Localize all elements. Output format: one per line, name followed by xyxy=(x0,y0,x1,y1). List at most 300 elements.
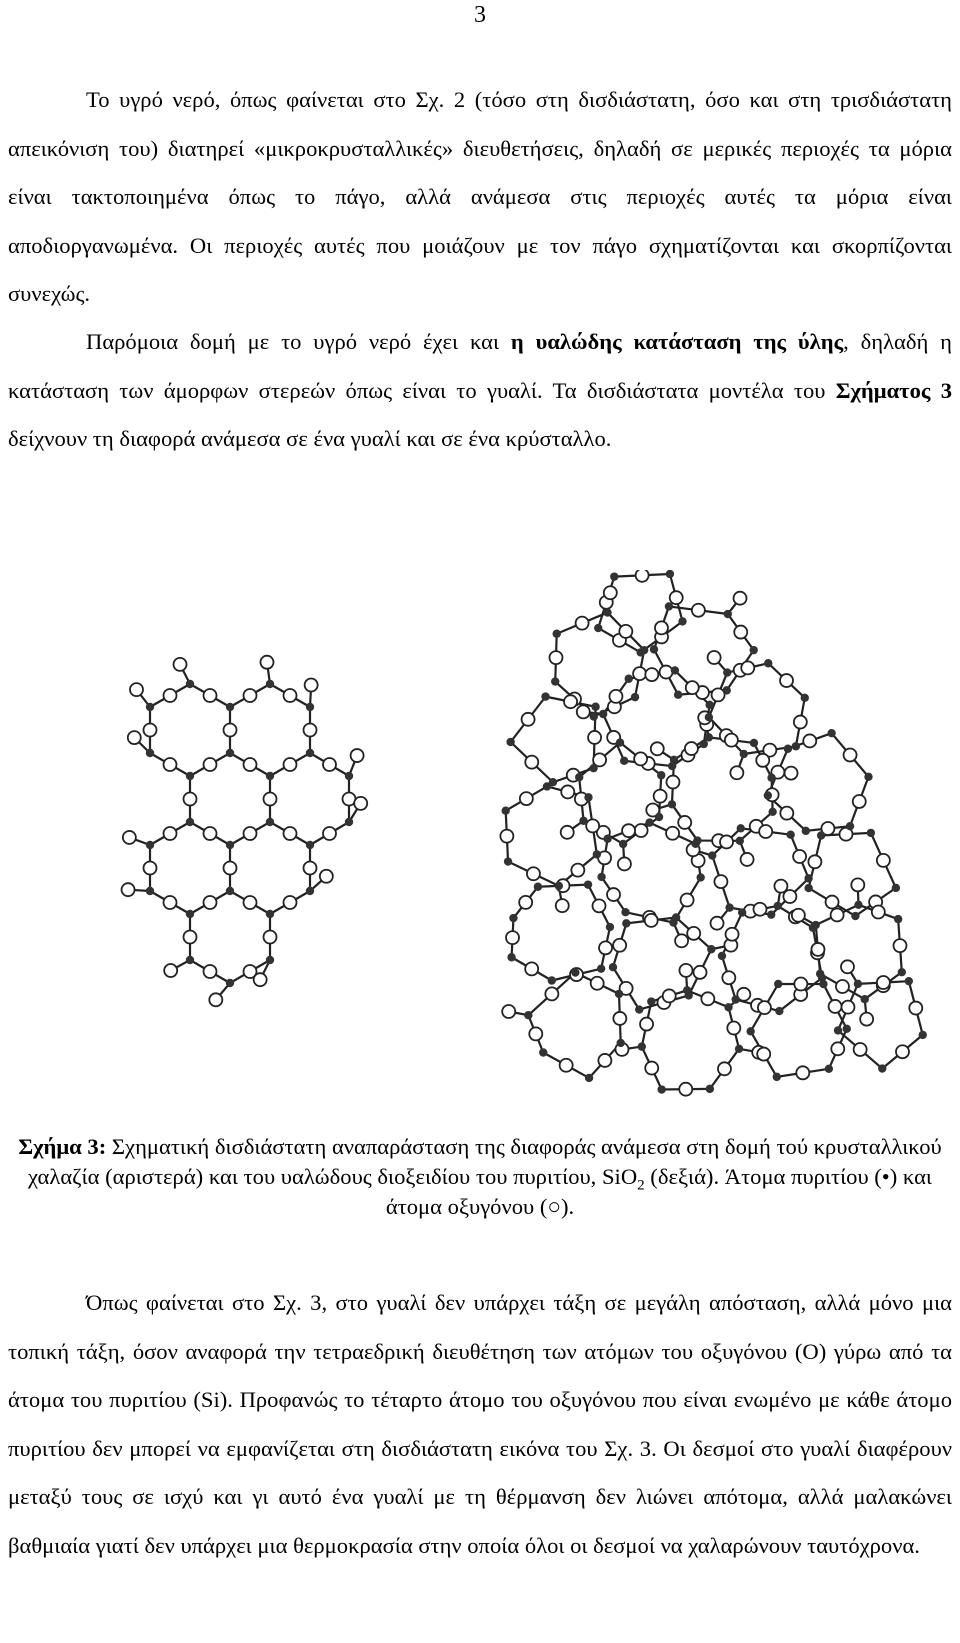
silicon-atom xyxy=(801,694,809,702)
paragraph-glass-order xyxy=(8,1279,952,1570)
oxygen-atom xyxy=(244,827,257,840)
silicon-atom xyxy=(524,1011,532,1019)
oxygen-atom xyxy=(549,651,562,664)
oxygen-atom xyxy=(759,825,772,838)
oxygen-atom xyxy=(718,1062,731,1075)
silicon-atom xyxy=(750,739,758,747)
oxygen-atom xyxy=(304,862,317,875)
oxygen-atom xyxy=(607,888,620,901)
silicon-atom xyxy=(266,680,274,688)
silicon-atom xyxy=(672,913,680,921)
oxygen-atom xyxy=(634,752,647,765)
oxygen-atom xyxy=(284,758,297,771)
silicon-atom xyxy=(670,756,678,764)
oxygen-atom xyxy=(164,689,177,702)
silicon-atom xyxy=(506,738,514,746)
oxygen-atom xyxy=(613,939,626,952)
oxygen-atom xyxy=(556,899,569,912)
oxygen-atom xyxy=(244,758,257,771)
silicon-atom xyxy=(775,1007,783,1015)
oxygen-atom xyxy=(714,875,727,888)
silicon-atom xyxy=(620,757,628,765)
oxygen-atom xyxy=(284,827,297,840)
oxygen-atom xyxy=(323,758,336,771)
silicon-atom xyxy=(589,764,597,772)
oxygen-atom xyxy=(184,931,197,944)
silicon-atom xyxy=(616,1039,624,1047)
silicon-atom xyxy=(749,646,757,654)
silicon-atom xyxy=(504,857,512,865)
oxygen-atom xyxy=(284,689,297,702)
silicon-atom xyxy=(610,572,618,580)
silicon-atom xyxy=(571,968,579,976)
oxygen-atom xyxy=(877,976,890,989)
paragraph-liquid-water xyxy=(8,76,952,319)
oxygen-atom xyxy=(711,917,724,930)
oxygen-atom xyxy=(811,943,824,956)
oxygen-atom xyxy=(780,807,793,820)
silicon-atom xyxy=(666,570,674,578)
silicon-atom xyxy=(774,902,782,910)
silicon-atom xyxy=(851,912,859,920)
silicon-atom xyxy=(579,817,587,825)
silicon-atom xyxy=(657,771,665,779)
oxygen-atom xyxy=(841,960,854,973)
oxygen-atom xyxy=(851,878,864,891)
silicon-atom xyxy=(146,887,154,895)
oxygen-atom xyxy=(184,793,197,806)
silicon-atom xyxy=(768,808,776,816)
silicon-atom xyxy=(585,1074,593,1082)
oxygen-atom xyxy=(204,896,217,909)
paragraph2-text-2: , δηλαδή η κατάσταση των άμορφων στερεών όπως είναι το γυαλί. Τα δισδιάστατα μοντέλα του xyxy=(8,329,952,403)
silicon-atom xyxy=(737,824,745,832)
oxygen-atom xyxy=(224,724,237,737)
silicon-atom xyxy=(905,977,913,985)
oxygen-atom xyxy=(796,1066,809,1079)
silicon-atom xyxy=(723,686,731,694)
oxygen-atom xyxy=(204,965,217,978)
oxygen-atom xyxy=(323,827,336,840)
silicon-atom xyxy=(705,713,713,721)
paragraph-glassy-state xyxy=(8,318,952,464)
oxygen-atom xyxy=(757,1048,770,1061)
oxygen-atom xyxy=(529,1027,542,1040)
oxygen-atom xyxy=(164,827,177,840)
silicon-atom xyxy=(594,624,602,632)
silicon-atom xyxy=(674,691,682,699)
silicon-atom xyxy=(593,850,601,858)
silicon-atom xyxy=(708,851,716,859)
silicon-atom xyxy=(186,772,194,780)
silicon-atom xyxy=(575,773,583,781)
silicon-atom xyxy=(657,1085,665,1093)
silicon-atom xyxy=(767,910,775,918)
oxygen-atom xyxy=(663,989,676,1002)
silicon-atom xyxy=(736,837,744,845)
silicon-atom xyxy=(638,1042,646,1050)
oxygen-atom xyxy=(254,973,267,986)
silicon-atom xyxy=(812,921,820,929)
oxygen-atom xyxy=(774,880,787,893)
oxygen-atom xyxy=(794,978,807,991)
oxygen-atom xyxy=(576,617,589,630)
silicon-atom xyxy=(306,749,314,757)
oxygen-atom xyxy=(284,896,297,909)
oxygen-atom xyxy=(264,793,277,806)
silicon-atom xyxy=(723,668,731,676)
silicon-atom xyxy=(861,995,869,1003)
oxygen-atom xyxy=(666,776,679,789)
silicon-atom xyxy=(816,970,824,978)
oxygen-atom xyxy=(204,758,217,771)
oxygen-atom xyxy=(561,785,574,798)
oxygen-atom xyxy=(841,1001,854,1014)
silicon-atom xyxy=(705,733,713,741)
oxygen-atom xyxy=(500,830,513,843)
silicon-atom xyxy=(825,1065,833,1073)
silicon-atom xyxy=(555,882,563,890)
silicon-atom xyxy=(625,675,633,683)
silicon-atom xyxy=(735,1045,743,1053)
oxygen-atom xyxy=(609,690,622,703)
silicon-atom xyxy=(725,903,733,911)
silicon-atom xyxy=(746,1027,754,1035)
oxygen-atom xyxy=(244,896,257,909)
silicon-atom xyxy=(534,883,542,891)
silicon-atom xyxy=(609,963,617,971)
silicon-atom xyxy=(892,884,900,892)
oxygen-atom xyxy=(351,749,364,762)
oxygen-atom xyxy=(591,977,604,990)
silicon-atom xyxy=(867,829,875,837)
silicon-atom xyxy=(266,772,274,780)
paragraph2-text-1: Παρόμοια δομή με το υγρό νερό έχει και xyxy=(86,329,511,354)
oxygen-atom xyxy=(164,964,177,977)
oxygen-atom xyxy=(794,716,807,729)
oxygen-atom xyxy=(622,824,635,837)
silicon-atom xyxy=(226,703,234,711)
oxygen-atom xyxy=(586,819,599,832)
silicon-atom xyxy=(817,831,825,839)
silicon-atom xyxy=(266,910,274,918)
silicon-atom xyxy=(843,1025,851,1033)
oxygen-atom xyxy=(320,870,333,883)
silicon-atom xyxy=(919,1031,927,1039)
silicon-atom xyxy=(306,841,314,849)
oxygen-atom xyxy=(144,862,157,875)
silicon-atom xyxy=(543,782,551,790)
oxygen-atom xyxy=(613,1012,626,1025)
oxygen-atom xyxy=(636,570,649,582)
oxygen-atom xyxy=(144,724,157,737)
silicon-atom xyxy=(509,914,517,922)
oxygen-atom xyxy=(836,980,849,993)
oxygen-atom xyxy=(522,713,535,726)
silicon-atom xyxy=(306,703,314,711)
oxygen-atom xyxy=(640,1018,653,1031)
oxygen-atom xyxy=(734,626,747,639)
silicon-atom xyxy=(854,901,862,909)
silicon-atom xyxy=(655,813,663,821)
silicon-atom xyxy=(671,666,679,674)
silicon-atom xyxy=(266,818,274,826)
silicon-atom xyxy=(705,701,713,709)
silicon-atom xyxy=(691,840,699,848)
oxygen-atom xyxy=(122,883,135,896)
silicon-atom xyxy=(767,774,775,782)
oxygen-atom xyxy=(896,1045,909,1058)
oxygen-atom xyxy=(244,689,257,702)
oxygen-atom xyxy=(693,966,706,979)
silicon-atom xyxy=(894,915,902,923)
oxygen-atom xyxy=(204,689,217,702)
oxygen-atom xyxy=(599,941,612,954)
oxygen-atom xyxy=(164,896,177,909)
oxygen-atom xyxy=(130,683,143,696)
silicon-atom xyxy=(864,773,872,781)
oxygen-atom xyxy=(686,681,699,694)
oxygen-atom xyxy=(872,905,885,918)
oxygen-atom xyxy=(726,928,739,941)
oxygen-atom xyxy=(655,621,668,634)
silicon-atom xyxy=(683,986,691,994)
oxygen-atom xyxy=(727,1022,740,1035)
oxygen-atom xyxy=(679,1083,692,1096)
oxygen-atom xyxy=(598,1054,611,1067)
oxygen-atom xyxy=(687,927,700,940)
silicon-atom xyxy=(804,874,812,882)
oxygen-atom xyxy=(502,1005,515,1018)
silicon-atom xyxy=(584,880,592,888)
oxygen-atom xyxy=(519,896,532,909)
silicon-atom xyxy=(186,910,194,918)
silicon-atom xyxy=(878,1064,886,1072)
paragraph2-bold-term: η υαλώδης κατάσταση της ύλης xyxy=(510,329,844,354)
silicon-atom xyxy=(186,956,194,964)
silicon-atom xyxy=(622,919,630,927)
oxygen-atom xyxy=(678,816,691,829)
oxygen-atom xyxy=(725,734,738,747)
silicon-atom xyxy=(898,968,906,976)
silicon-atom xyxy=(773,1073,781,1081)
silicon-atom xyxy=(619,840,627,848)
silicon-atom xyxy=(186,680,194,688)
oxygen-atom xyxy=(741,853,754,866)
oxygen-atom xyxy=(756,754,769,767)
silicon-atom xyxy=(226,887,234,895)
silicon-atom xyxy=(226,979,234,987)
silicon-atom xyxy=(599,710,607,718)
silicon-atom xyxy=(724,1003,732,1011)
oxygen-atom xyxy=(354,797,367,810)
oxygen-atom xyxy=(909,1002,922,1015)
oxygen-atom xyxy=(877,854,890,867)
silicon-atom xyxy=(700,740,708,748)
silicon-atom xyxy=(774,980,782,988)
oxygen-atom xyxy=(829,1000,842,1013)
oxygen-atom xyxy=(780,674,793,687)
silicon-atom xyxy=(551,677,559,685)
silicon-atom xyxy=(854,980,862,988)
oxygen-atom xyxy=(660,666,673,679)
oxygen-atom xyxy=(224,862,237,875)
silicon-atom xyxy=(678,617,686,625)
oxygen-atom xyxy=(651,742,664,755)
silicon-atom xyxy=(590,712,598,720)
silicon-atom xyxy=(603,835,611,843)
silicon-atom xyxy=(616,738,624,746)
oxygen-atom xyxy=(560,1059,573,1072)
silicon-atom xyxy=(764,659,772,667)
silicon-atom xyxy=(706,1085,714,1093)
silicon-atom xyxy=(621,908,629,916)
oxygen-atom xyxy=(525,756,538,769)
silicon-atom xyxy=(668,800,676,808)
oxygen-atom xyxy=(545,987,558,1000)
oxygen-atom xyxy=(123,831,136,844)
oxygen-atom xyxy=(679,964,692,977)
oxygen-atom xyxy=(708,651,721,664)
silicon-atom xyxy=(827,729,835,737)
oxygen-atom xyxy=(264,931,277,944)
silicon-atom xyxy=(501,807,509,815)
paragraph3-text: Όπως φαίνεται στο Σχ. 3, στο γυαλί δεν υπάρχει τάξη σε μεγάλη απόσταση, αλλά μόνο μια τοπική τάξη, όσον αναφορά την τετραεδρική διευθέτηση των ατόμων του οξυγόνου (Ο) γύρω από τα άτομα του πυριτίου (Si). Προφανώς το τέταρτο άτομο του οξυγόνου που είναι ενωμένο με κάθε άτομο πυριτίου δεν μπορεί να εμφανίζεται στη δισδιάστατη εικόνα του Σχ. 3. Οι δεσμοί στο γυαλί διαφέρουν μεταξύ τους σε ισχύ και γι αυτό ένα γυαλί με τη θέρμανση δεν λιώνει απότομα, αλλά μαλακώνει βαθμιαία γιατί δεν υπάρχει μια θερμοκρασία στην οποία όλοι οι δεσμοί να χαλαρώνουν ταυτόχρονα. xyxy=(8,1290,952,1558)
silicon-atom xyxy=(597,964,605,972)
oxygen-atom xyxy=(692,604,705,617)
oxygen-atom xyxy=(571,864,584,877)
silicon-atom xyxy=(345,818,353,826)
oxygen-atom xyxy=(525,962,538,975)
oxygen-atom xyxy=(305,679,318,692)
oxygen-atom xyxy=(785,767,798,780)
silicon-atom xyxy=(345,772,353,780)
silicon-atom xyxy=(665,602,673,610)
oxygen-atom xyxy=(893,939,906,952)
silicon-atom xyxy=(731,995,739,1003)
oxygen-atom xyxy=(753,903,766,916)
silicon-atom xyxy=(186,818,194,826)
oxygen-atom xyxy=(831,1042,844,1055)
silicon-atom xyxy=(146,703,154,711)
silicon-atom xyxy=(650,645,658,653)
oxygen-atom xyxy=(174,658,187,671)
silicon-atom xyxy=(740,750,748,758)
oxygen-atom xyxy=(645,668,658,681)
silicon-atom xyxy=(591,703,599,711)
figure-caption xyxy=(8,1132,952,1222)
paragraph2-text-3: δείχνουν τη διαφορά ανάμεσα σε ένα γυαλί και σε ένα κρύσταλλο. xyxy=(8,426,612,451)
silicon-atom xyxy=(804,884,812,892)
figure-3-svg xyxy=(0,570,960,1110)
oxygen-atom xyxy=(730,766,743,779)
oxygen-atom xyxy=(635,824,648,837)
silicon-atom xyxy=(553,630,561,638)
oxygen-atom xyxy=(164,758,177,771)
silicon-atom xyxy=(764,791,772,799)
oxygen-atom xyxy=(853,795,866,808)
crystalline-quartz-structure xyxy=(122,656,368,1007)
caption-subscript: 2 xyxy=(637,1177,645,1194)
silicon-atom xyxy=(584,793,592,801)
silicon-atom xyxy=(647,997,655,1005)
figure-3-silica-structures xyxy=(0,570,960,1110)
silicon-atom xyxy=(707,945,715,953)
silicon-atom xyxy=(603,608,611,616)
oxygen-atom xyxy=(734,592,747,605)
oxygen-atom xyxy=(701,992,714,1005)
oxygen-atom xyxy=(588,731,601,744)
oxygen-atom xyxy=(685,742,698,755)
silicon-atom xyxy=(846,822,854,830)
oxygen-atom xyxy=(619,625,632,638)
silicon-atom xyxy=(541,692,549,700)
oxygen-atom xyxy=(831,908,844,921)
silicon-atom xyxy=(738,908,746,916)
oxygen-atom xyxy=(666,827,679,840)
oxygen-atom xyxy=(793,850,806,863)
oxygen-atom xyxy=(670,591,683,604)
oxygen-atom xyxy=(204,827,217,840)
paragraph1-text: Το υγρό νερό, όπως φαίνεται στο Σχ. 2 (τόσο στη δισδιάστατη, όσο και στη τρισδιάστατη απεικόνιση του) διατηρεί «μικροκρυσταλλικές» διευθετήσεις, δηλαδή σε μερικές περιοχές τα μόρια είναι τακτοποιημένα όπως το πάγο, αλλά ανάμεσα στις περιοχές αυτές τα μόρια είναι αποδιοργανωμένα. Οι περιοχές αυτές που μοιάζουν με τον πάγο σχηματίζονται και σκορπίζονται συνεχώς. xyxy=(8,87,952,306)
silicon-atom xyxy=(606,923,614,931)
oxygen-atom xyxy=(826,896,839,909)
silicon-atom xyxy=(724,610,732,618)
paragraph2-figure-ref: Σχήματος 3 xyxy=(835,377,952,403)
oxygen-atom xyxy=(792,909,805,922)
silicon-atom xyxy=(306,887,314,895)
silicon-atom xyxy=(792,742,800,750)
silicon-atom xyxy=(539,1048,547,1056)
oxygen-atom xyxy=(564,695,577,708)
oxygen-atom xyxy=(720,835,733,848)
oxygen-atom xyxy=(722,971,735,984)
oxygen-atom xyxy=(209,993,222,1006)
oxygen-atom xyxy=(618,857,631,870)
silicon-atom xyxy=(226,749,234,757)
oxygen-atom xyxy=(741,661,754,674)
silicon-atom xyxy=(548,976,556,984)
silicon-atom xyxy=(834,1026,842,1034)
oxygen-atom xyxy=(520,792,533,805)
silicon-atom xyxy=(507,953,515,961)
oxygen-atom xyxy=(844,748,857,761)
oxygen-atom xyxy=(561,826,574,839)
oxygen-atom xyxy=(633,667,646,680)
silicon-atom xyxy=(146,749,154,757)
silicon-atom xyxy=(597,873,605,881)
silicon-atom xyxy=(786,830,794,838)
silicon-atom xyxy=(226,841,234,849)
caption-label: Σχήμα 3: xyxy=(18,1134,107,1159)
silicon-atom xyxy=(266,956,274,964)
silicon-atom xyxy=(819,980,827,988)
oxygen-atom xyxy=(506,931,519,944)
silicon-atom xyxy=(696,873,704,881)
silicon-atom xyxy=(645,818,653,826)
silicon-atom xyxy=(784,745,792,753)
silicon-atom xyxy=(718,952,726,960)
oxygen-atom xyxy=(654,790,667,803)
oxygen-atom xyxy=(860,1013,873,1026)
glassy-silica-structure xyxy=(500,570,927,1096)
oxygen-atom xyxy=(604,586,617,599)
silicon-atom xyxy=(615,990,623,998)
oxygen-atom xyxy=(758,1001,771,1014)
oxygen-atom xyxy=(260,656,273,669)
caption-text-2: (δεξιά). Άτομα πυριτίου (•) και άτομα οξυγόνου (○). xyxy=(385,1164,932,1219)
silicon-atom xyxy=(635,1005,643,1013)
